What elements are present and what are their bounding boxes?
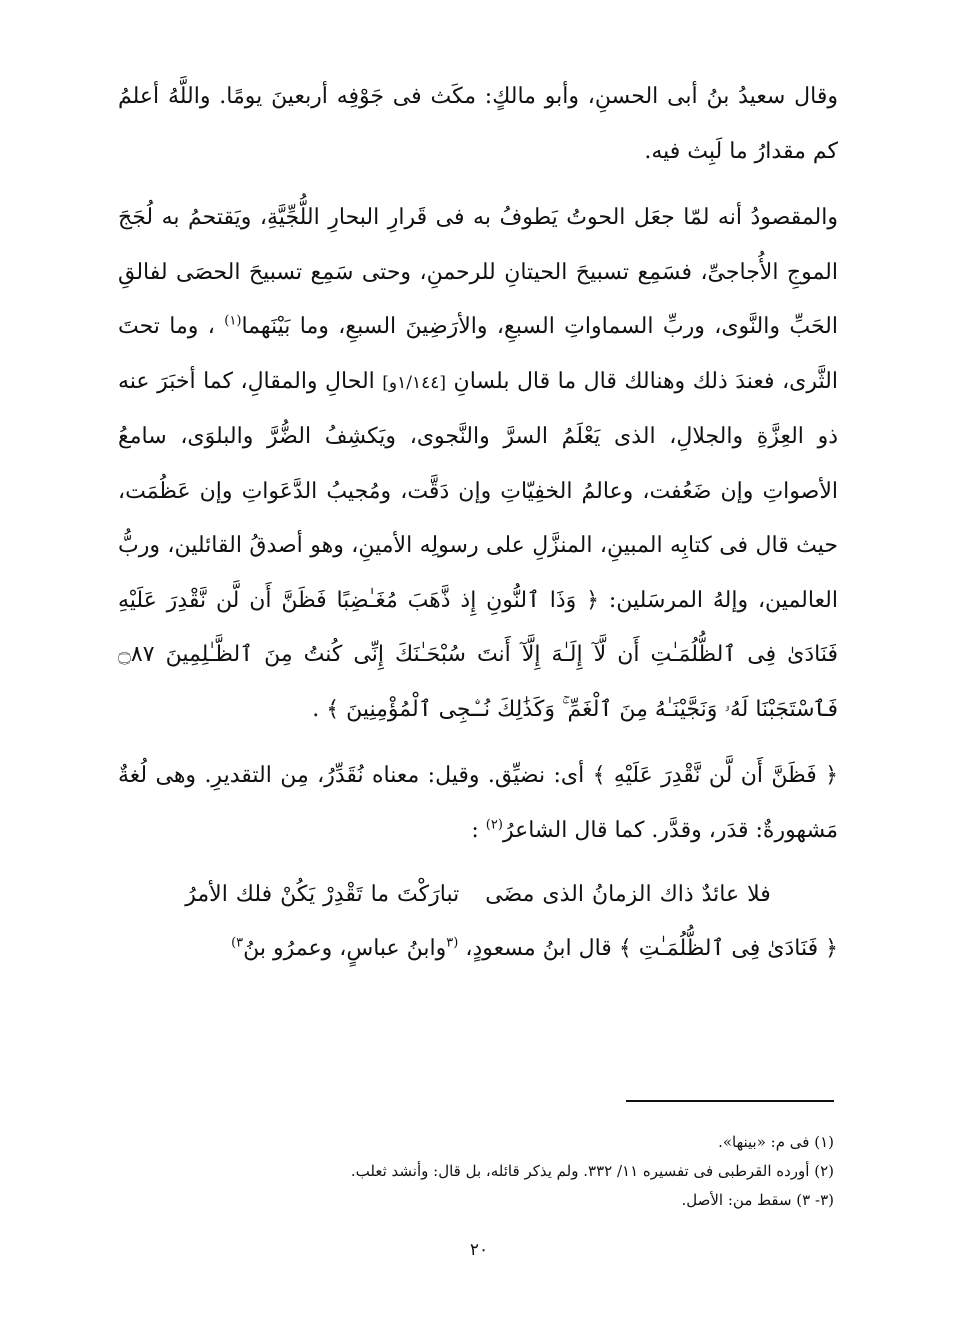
footnotes-section (118, 1128, 834, 1215)
paragraph-1 (118, 70, 838, 179)
footnote-marker-3-end[interactable]: ٣) (231, 935, 244, 951)
page-body (118, 70, 838, 976)
poetry-second-hemistich: تبارَكْتَ ما تَقْدِرْ يَكُنْ فلك الأمرُ (185, 882, 460, 907)
poetry-verse (118, 868, 838, 922)
paragraph-2-text-c: الحالِ والمقالِ، كما أخبَرَ عنه ذو العِزَّةِ والجلالِ، الذى يَعْلَمُ السرَّ والنَّجوى، ويَكشِفُ الضُّرَّ والبلوَى، سامعُ الأصواتِ وإن ضَعُفت، وعالمُ الخفِيّاتِ وإن دَقَّت، ومُجيبُ الدَّعَواتِ وإن عَظُمَت، حيث قال فى كتابِه المبينِ، المنزَّلِ على رسولِه الأمينِ، وهو أصدقُ القائلين، وربُّ العالمين، وإلهُ المرسَلين: (118, 368, 838, 613)
footnote-marker-3-start[interactable]: (٣ (446, 935, 459, 951)
footnote-1: (١) فى م: «بينها». (718, 1133, 834, 1151)
paragraph-4-text-a: قال ابنُ مسعودٍ، (465, 936, 612, 961)
quran-verse-quote-3: ﴿ فَنَادَىٰ فِى ٱلظُّلُمَـٰتِ ﴾ (618, 936, 838, 961)
paragraph-2 (118, 191, 838, 737)
paragraph-3-text-a: أى: نضيِّق. وقيل: معناه نُقَدِّرُ، مِن التقديرِ. وهى لُغةٌ مَشهورةٌ: قدَر، وقدَّر. كما قال الشاعرُ (118, 763, 838, 843)
paragraph-4-text-b: وابنُ عباسٍ، وعمرُو بنُ (243, 936, 447, 961)
paragraph-3 (118, 749, 838, 858)
footnote-separator-rule (626, 1100, 834, 1102)
paragraph-1-text: وقال سعيدُ بنُ أبى الحسنِ، وأبو مالكٍ: مكَث فى جَوْفِه أربعينَ يومًا. واللَّهُ أعلمُ كم مقدارُ ما لَبِث فيه. (118, 84, 838, 164)
footnote-marker-2[interactable]: (٢) (485, 817, 503, 833)
footnote-2: (٢) أورده القرطبى فى تفسيره ١١/ ٣٣٢. ولم يذكر قائله، بل قال: وأنشد ثعلب. (350, 1162, 834, 1180)
paragraph-2-text-a: والمقصودُ أنه لمّا جعَل الحوتُ يَطوفُ به فى قَرارِ البحارِ اللُّجِّيَّةِ، ويَقتحمُ به لُجَجَ الموجِ الأُجاجىِّ، فسَمِع تسبيحَ الحيتانِ للرحمنِ، وحتى سَمِع تسبيحَ الحصَى لفالقِ الحَبِّ والنَّوى، وربِّ السماواتِ السبعِ، والأرَضِينَ السبعِ، وما بَيْنَهما (118, 205, 838, 339)
paragraph-4 (118, 922, 838, 976)
footnote-3: (٣- ٣) سقط من: الأصل. (681, 1191, 834, 1209)
quran-verse-quote: ﴿ وَذَا ٱلنُّونِ إِذ ذَّهَبَ مُغَـٰضِبًا فَظَنَّ أَن لَّن نَّقْدِرَ عَلَيْهِ فَنَادَىٰ فِى ٱلظُّلُمَـٰتِ أَن لَّآ إِلَـٰهَ إِلَّآ أَنتَ سُبْحَـٰنَكَ إِنِّى كُنتُ مِنَ ٱلظَّـٰلِمِينَ ۝٨٧ فَٱسْتَجَبْنَا لَهُۥ وَنَجَّيْنَـٰهُ مِنَ ٱلْغَمِّ ۚ وَكَذَٰلِكَ نُـۨجِى ٱلْمُؤْمِنِينَ ﴾ (118, 587, 838, 722)
poetry-first-hemistich: فلا عائدٌ ذاك الزمانُ الذى مضَى (485, 882, 771, 907)
paragraph-2-text-b: ، وما تحتَ الثَّرى، فعندَ ذلك وهنالك قال ما قال بلسانِ (118, 314, 838, 394)
paragraph-2-end: . (312, 696, 320, 722)
page-number: ٢٠ (469, 1240, 489, 1260)
footnote-marker-1[interactable]: (١) (224, 313, 242, 329)
manuscript-folio-reference: [١/١٤٤و] (382, 372, 447, 393)
paragraph-3-text-b: : (471, 817, 479, 843)
quran-verse-quote-2: ﴿ فَظَنَّ أَن لَّن نَّقْدِرَ عَلَيْهِ ﴾ (592, 763, 838, 788)
